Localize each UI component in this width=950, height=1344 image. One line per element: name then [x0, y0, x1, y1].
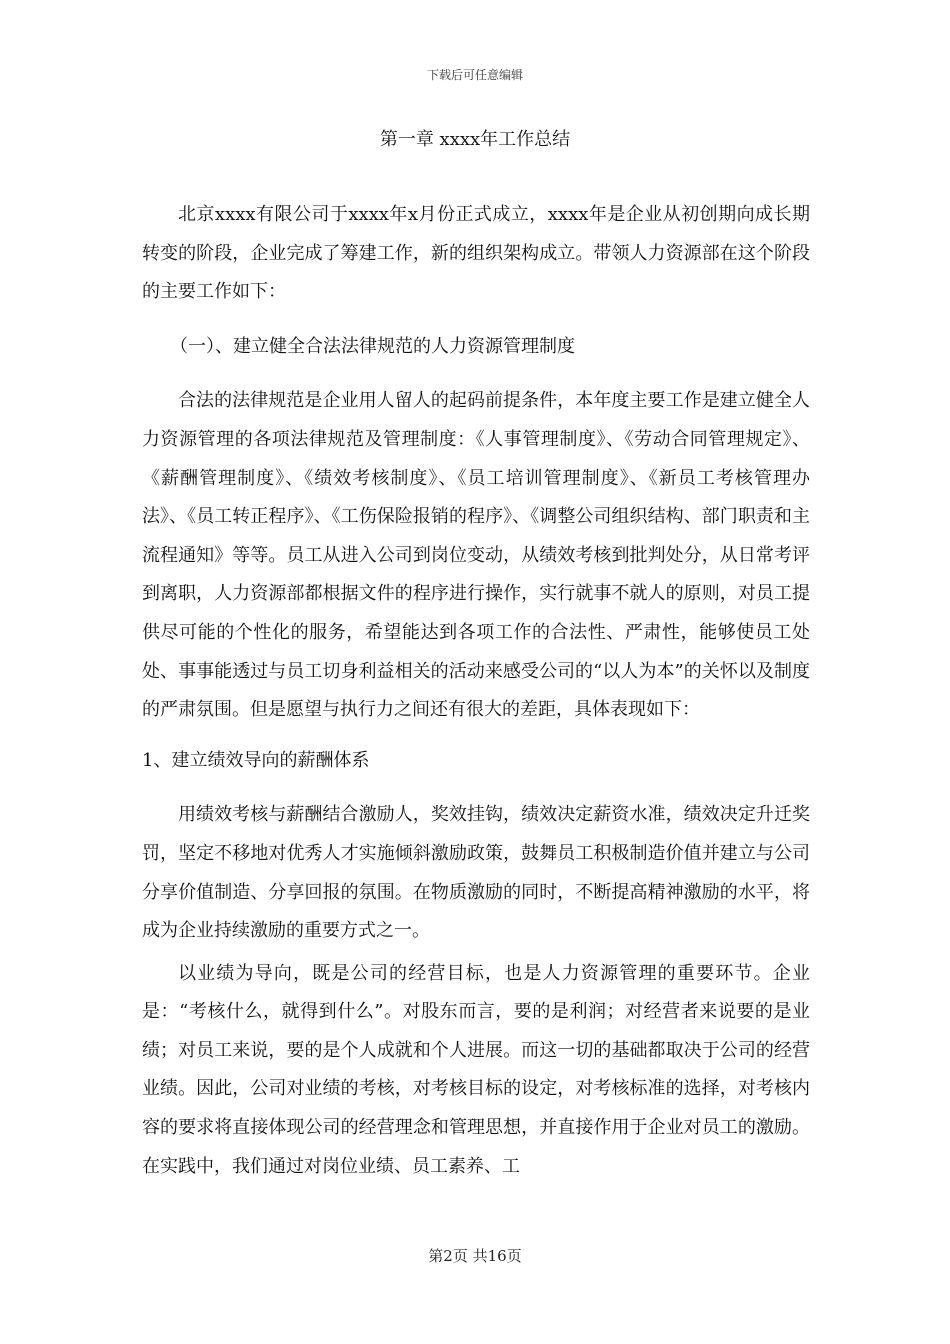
intro-paragraph: 北京xxxx有限公司于xxxx年x月份正式成立，xxxx年是企业从初创期向成长期转变的阶段，企业完成了筹建工作，新的组织架构成立。带领人力资源部在这个阶段的主要工作如下：: [142, 204, 810, 303]
header-note: 下载后可任意编辑: [426, 68, 523, 82]
section-paragraph: 合法的法律规范是企业用人留人的起码前提条件，本年度主要工作是建立健全人力资源管理的各项法律规范及管理制度：《人事管理制度》、《劳动合同管理规定》、《薪酬管理制度》、《绩效考核制度》、《员工培训管理制度》、《新员工考核管理办法》、《员工转正程序》、《工伤保险报销的程序》、《调整公司组织结构、部门职责和主流程通知》等等。员工从进入公司到岗位变动，从绩效考核到批判处分，从日常考评到离职，人力资源部都根据文件的程序进行操作，实行就事不就人的原则，对员工提供尽可能的个性化的服务，希望能达到各项工作的合法性、严肃性，能够使员工处处、事事能透过与员工切身利益相关的活动来感受公司的“以人为本”的关怀以及制度的严肃氛围。但是愿望与执行力之间还有很大的差距，具体表现如下：: [142, 390, 810, 721]
page-indicator: 第2页 共16页: [428, 1247, 522, 1265]
document-body: [142, 196, 810, 1186]
chapter-title: 第一章 xxxx年工作总结: [379, 129, 571, 150]
item-paragraph: 用绩效考核与薪酬结合激励人，奖效挂钩，绩效决定薪资水准，绩效决定升迁奖罚，坚定不移地对优秀人才实施倾斜激励政策，鼓舞员工积极制造价值并建立与公司分享价值制造、分享回报的氛围。在物质激励的同时，不断提高精神激励的水平，将成为企业持续激励的重要方式之一。: [142, 804, 810, 942]
item-paragraph: 以业绩为导向，既是公司的经营目标，也是人力资源管理的重要环节。企业是：“考核什么，就得到什么”。对股东而言，要的是利润；对经营者来说要的是业绩；对员工来说，要的是个人成就和个人进展。而这一切的基础都取决于公司的经营业绩。因此，公司对业绩的考核，对考核目标的设定，对考核标准的选择，对考核内容的要求将直接体现公司的经营理念和管理思想，并直接作用于企业对员工的激励。在实践中，我们通过对岗位业绩、员工素养、工: [142, 962, 810, 1177]
section-heading: （一）、建立健全合法法律规范的人力资源管理制度: [170, 335, 575, 357]
item-heading: 1、建立绩效导向的薪酬体系: [142, 749, 370, 771]
